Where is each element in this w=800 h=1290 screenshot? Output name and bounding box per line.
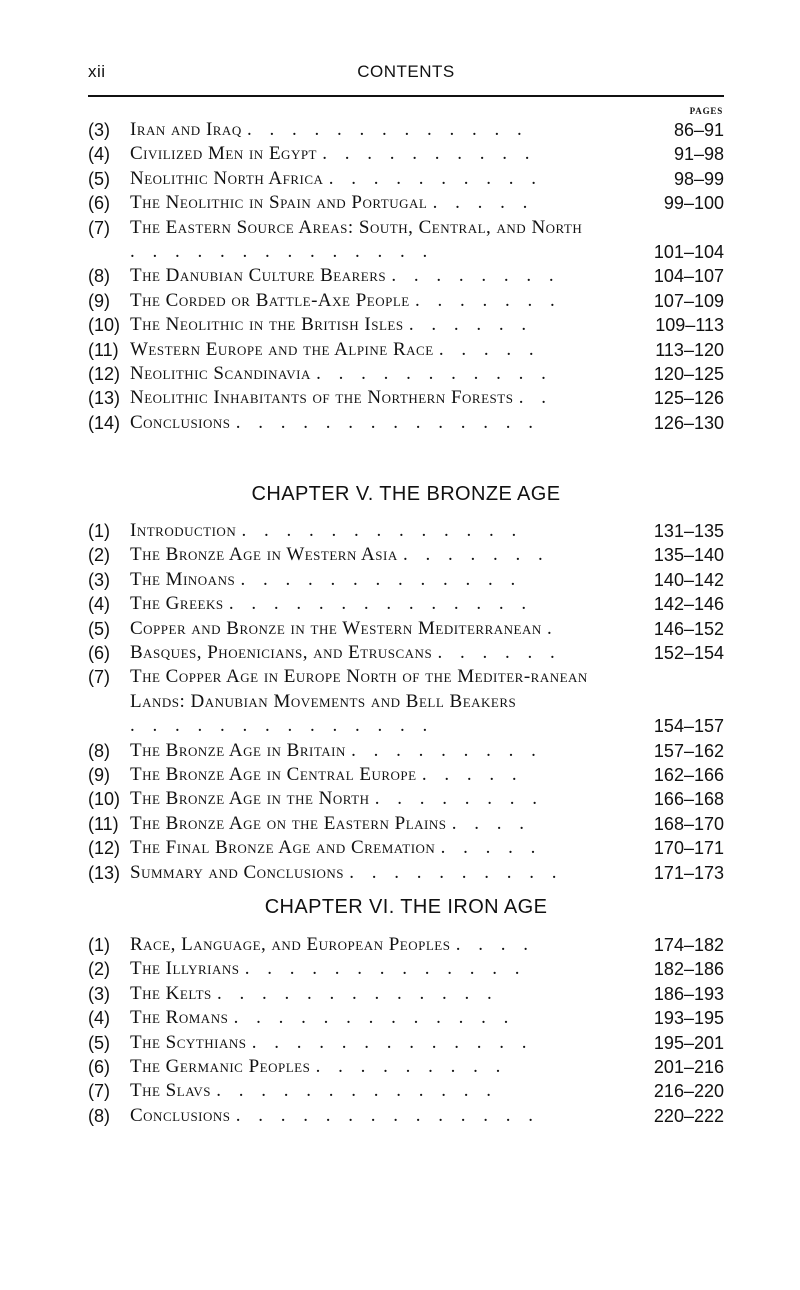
toc-entry (88, 1079, 724, 1103)
entry-title-block (130, 1104, 596, 1128)
entry-number: (1) (88, 935, 110, 955)
entry-pages: 120–125 (653, 364, 724, 385)
entry-title: Introduction (130, 520, 237, 541)
entry-number: (11) (88, 339, 119, 360)
entry-title-block (130, 1031, 596, 1055)
entry-title: The Bronze Age in Britain (130, 739, 346, 761)
entry-pages: 157–162 (653, 740, 724, 761)
entry-title-block (130, 641, 596, 665)
entry-number: (13) (88, 862, 121, 883)
entry-number: (6) (88, 193, 110, 214)
toc-entry (88, 313, 724, 337)
dot-leader: . . . . . (432, 192, 534, 214)
entry-title-block (130, 861, 596, 885)
entry-title-block (130, 739, 596, 763)
entry-pages: 131–135 (653, 521, 724, 541)
dot-leader: . . . . . . . . . . . . . . (228, 593, 533, 615)
entry-title: Summary and Conclusions (130, 861, 344, 883)
entry-pages: 174–182 (653, 935, 724, 955)
entry-pages: 91–98 (673, 144, 724, 165)
dot-leader: . . . . . . . . . . . . . (246, 119, 529, 140)
entry-pages: 166–168 (653, 789, 724, 810)
entry-number: (6) (88, 1057, 110, 1078)
entry-number: (6) (88, 643, 110, 664)
toc-entry (88, 386, 724, 410)
entry-title-block (130, 836, 596, 860)
toc-entry (88, 1006, 724, 1030)
entry-pages: 170–171 (653, 838, 724, 859)
entry-title-block (130, 1006, 596, 1030)
toc-section-bronze-age (88, 519, 724, 885)
entry-pages: 168–170 (653, 813, 724, 834)
entry-number: (4) (88, 1008, 110, 1029)
toc-entry (88, 411, 724, 435)
running-title: CONTENTS (357, 62, 455, 81)
dot-leader: . . . . . . . . . . . . . . (235, 411, 540, 433)
toc-entry (88, 812, 724, 836)
entry-title-block (130, 264, 596, 288)
entry-title-block (130, 787, 596, 811)
entry-title: Neolithic Scandinavia (130, 363, 311, 385)
dot-leader: . . . . . (438, 338, 541, 360)
entry-title-block (130, 812, 596, 836)
entry-number: (5) (88, 618, 110, 639)
toc-entry (88, 1031, 724, 1055)
entry-pages: 146–152 (653, 618, 724, 639)
entry-pages: 135–140 (653, 545, 724, 566)
dot-leader: . . . . . . . . . . . . . (241, 520, 523, 541)
entry-number: (5) (88, 1032, 110, 1053)
entry-number: (2) (88, 959, 110, 980)
toc-section-iron-age (88, 933, 724, 1128)
dot-leader: . . . . . . . . . . . . . (244, 958, 526, 980)
dot-leader: . . . . . . . . . . . . . . (130, 241, 434, 263)
chapter-heading-iron-age: CHAPTER VI. THE IRON AGE (264, 896, 548, 918)
dot-leader: . . . . . . . . . . . . . (233, 1007, 515, 1029)
entry-title-block (130, 933, 596, 957)
entry-number: (3) (88, 983, 110, 1004)
entry-title: The Neolithic in the British Isles (130, 314, 404, 336)
entry-pages: 109–113 (655, 315, 724, 336)
pages-column-label: PAGES (689, 106, 723, 116)
entry-number: (8) (88, 740, 110, 761)
entry-title: The Bronze Age in the North (130, 788, 370, 810)
entry-title: The Scythians (130, 1031, 247, 1053)
entry-number: (7) (88, 667, 110, 688)
entry-number: (1) (88, 521, 110, 541)
entry-title-block (130, 957, 596, 981)
toc-entry (88, 118, 724, 142)
entry-title-block (130, 1079, 596, 1103)
entry-number: (8) (88, 1105, 110, 1126)
dot-leader: . . . . . . . . . . . . . (217, 982, 499, 1004)
dot-leader: . . . . . . . . . . . . . (240, 568, 522, 590)
toc-entry (88, 543, 724, 567)
entry-number: (7) (88, 217, 110, 238)
entry-title: The Final Bronze Age and Cremation (130, 837, 436, 859)
entry-title-block (130, 386, 596, 410)
entry-pages: 186–193 (653, 983, 724, 1004)
entry-number: (5) (88, 168, 110, 189)
entry-title-block (130, 568, 596, 592)
entry-title-block (130, 411, 596, 435)
entry-title: The Illyrians (130, 958, 240, 980)
entry-title: Neolithic North Africa (130, 167, 324, 189)
toc-entry (88, 216, 724, 265)
dot-leader: . . . . . . . . . . . . . (216, 1080, 498, 1102)
entry-title: Western Europe and the Alpine Race (130, 338, 434, 360)
dot-leader: . . . . . . . . . . (322, 143, 537, 165)
entry-title: Neolithic Inhabitants of the Northern Forests (130, 387, 514, 409)
dot-leader: . . . . . (421, 764, 524, 786)
toc-entry (88, 739, 724, 763)
entry-number: (3) (88, 569, 110, 590)
toc-section-continued (88, 118, 724, 435)
toc-entry (88, 1104, 724, 1128)
entry-title-block (130, 617, 596, 641)
toc-entry (88, 982, 724, 1006)
entry-pages: 216–220 (653, 1081, 724, 1102)
chapter-heading-bronze-age: CHAPTER V. THE BRONZE AGE (251, 483, 561, 505)
page-number: xii (88, 62, 106, 81)
entry-title: The Greeks (130, 593, 224, 615)
dot-leader: . . . . . . . . . (315, 1056, 507, 1078)
toc-entry (88, 1055, 724, 1079)
entry-pages: 113–120 (655, 339, 724, 360)
dot-leader: . . . . . . . . . (351, 739, 543, 761)
entry-pages: 142–146 (653, 594, 724, 615)
entry-pages: 107–109 (653, 290, 724, 311)
dot-leader: . . . . . . (437, 642, 562, 664)
entry-pages: 171–173 (653, 862, 724, 883)
entry-number: (7) (88, 1081, 110, 1102)
entry-title-block (130, 167, 596, 191)
entry-pages: 182–186 (653, 959, 724, 980)
toc-entry (88, 763, 724, 787)
entry-title: The Neolithic in Spain and Portugal (130, 192, 428, 214)
entry-pages: 101–104 (653, 242, 724, 263)
entry-title: Basques, Phoenicians, and Etruscans (130, 642, 433, 664)
toc-entry (88, 338, 724, 362)
entry-pages: 195–201 (653, 1032, 724, 1053)
entry-title-block (130, 289, 596, 313)
entry-title: The Romans (130, 1007, 229, 1029)
entry-number: (14) (88, 412, 121, 433)
entry-title: Race, Language, and European Peoples (130, 934, 451, 955)
entry-title: The Danubian Culture Bearers (130, 265, 387, 287)
entry-title: Civilized Men in Egypt (130, 143, 318, 165)
toc-entry (88, 861, 724, 885)
entry-title-block (130, 665, 596, 738)
entry-title-block (130, 543, 596, 567)
entry-pages: 126–130 (653, 412, 724, 433)
toc-entry (88, 191, 724, 215)
toc-entry (88, 519, 724, 543)
entry-number: (9) (88, 765, 110, 786)
entry-pages: 99–100 (663, 193, 724, 214)
toc-entry (88, 167, 724, 191)
entry-pages: 162–166 (653, 765, 724, 786)
toc-entry (88, 568, 724, 592)
dot-leader: . . . . . . . . . . . . . (251, 1031, 533, 1053)
toc-entry (88, 836, 724, 860)
entry-title: Copper and Bronze in the Western Mediterranean (130, 617, 542, 639)
dot-leader: . . . . . . . . . . . (316, 363, 553, 385)
entry-title: The Minoans (130, 568, 236, 590)
entry-title-block (130, 519, 596, 543)
entry-number: (8) (88, 266, 110, 287)
dot-leader: . . . . . . (408, 314, 533, 336)
entry-number: (13) (88, 388, 121, 409)
entry-pages: 201–216 (653, 1057, 724, 1078)
entry-title: The Copper Age in Europe North of the Mediter-ranean Lands: Danubian Movements and Bell Beakers (130, 666, 588, 712)
toc-entry (88, 142, 724, 166)
entry-number: (10) (88, 315, 121, 336)
entry-title: Conclusions (130, 1104, 231, 1126)
toc-entry (88, 787, 724, 811)
entry-number: (9) (88, 290, 110, 311)
toc-entry (88, 957, 724, 981)
entry-title-block (130, 763, 596, 787)
entry-pages: 125–126 (653, 388, 724, 409)
dot-leader: . (547, 617, 559, 639)
entry-number: (3) (88, 120, 110, 140)
entry-pages: 86–91 (673, 120, 724, 140)
entry-number: (11) (88, 813, 119, 834)
toc-entry (88, 617, 724, 641)
entry-title-block (130, 142, 596, 166)
entry-title: The Kelts (130, 982, 212, 1004)
dot-leader: . . . . . . . . . . (349, 861, 563, 883)
entry-pages: 193–195 (653, 1008, 724, 1029)
dot-leader: . . . . . . . . (374, 788, 544, 810)
entry-number: (2) (88, 545, 110, 566)
entry-title: The Germanic Peoples (130, 1056, 311, 1078)
dot-leader: . . . . . . . . . . (328, 167, 543, 189)
entry-number: (12) (88, 364, 121, 385)
entry-number: (12) (88, 838, 121, 859)
entry-title: The Eastern Source Areas: South, Central, and North (130, 216, 583, 238)
entry-title-block (130, 338, 596, 362)
toc-entry (88, 641, 724, 665)
entry-title: The Slavs (130, 1080, 212, 1102)
entry-title-block (130, 1055, 596, 1079)
toc-entry (88, 289, 724, 313)
running-header (88, 62, 724, 86)
entry-number: (4) (88, 144, 110, 165)
entry-title-block (130, 982, 596, 1006)
entry-title: The Corded or Battle-Axe People (130, 289, 410, 311)
entry-pages: 154–157 (653, 716, 724, 737)
entry-number: (10) (88, 789, 121, 810)
entry-title-block (130, 362, 596, 386)
dot-leader: . . . . . . . . (391, 265, 561, 287)
entry-title-block (130, 313, 596, 337)
header-rule (88, 95, 724, 97)
dot-leader: . . . . (451, 812, 531, 834)
entry-pages: 140–142 (653, 569, 724, 590)
entry-title-block (130, 191, 596, 215)
entry-number: (4) (88, 594, 110, 615)
entry-pages: 220–222 (653, 1105, 724, 1126)
entry-title: The Bronze Age on the Eastern Plains (130, 812, 447, 834)
entry-pages: 98–99 (673, 168, 724, 189)
dot-leader: . . (518, 387, 553, 409)
dot-leader: . . . . . . . . . . . . . . (235, 1104, 540, 1126)
dot-leader: . . . . . . . (414, 289, 562, 311)
entry-title: The Bronze Age in Central Europe (130, 764, 417, 786)
toc-entry (88, 933, 724, 957)
entry-pages: 104–107 (653, 266, 724, 287)
entry-title: The Bronze Age in Western Asia (130, 544, 398, 566)
dot-leader: . . . . . (440, 837, 542, 859)
entry-title-block (130, 216, 596, 265)
dot-leader: . . . . (455, 934, 535, 955)
toc-entry (88, 362, 724, 386)
entry-title-block (130, 592, 596, 616)
dot-leader: . . . . . . . . . . . . . . (130, 715, 434, 737)
entry-title: Iran and Iraq (130, 119, 242, 140)
toc-entry (88, 264, 724, 288)
toc-entry (88, 592, 724, 616)
dot-leader: . . . . . . . (402, 544, 550, 566)
entry-pages: 152–154 (653, 643, 724, 664)
entry-title: Conclusions (130, 411, 231, 433)
entry-title-block (130, 118, 596, 142)
toc-entry (88, 665, 724, 738)
